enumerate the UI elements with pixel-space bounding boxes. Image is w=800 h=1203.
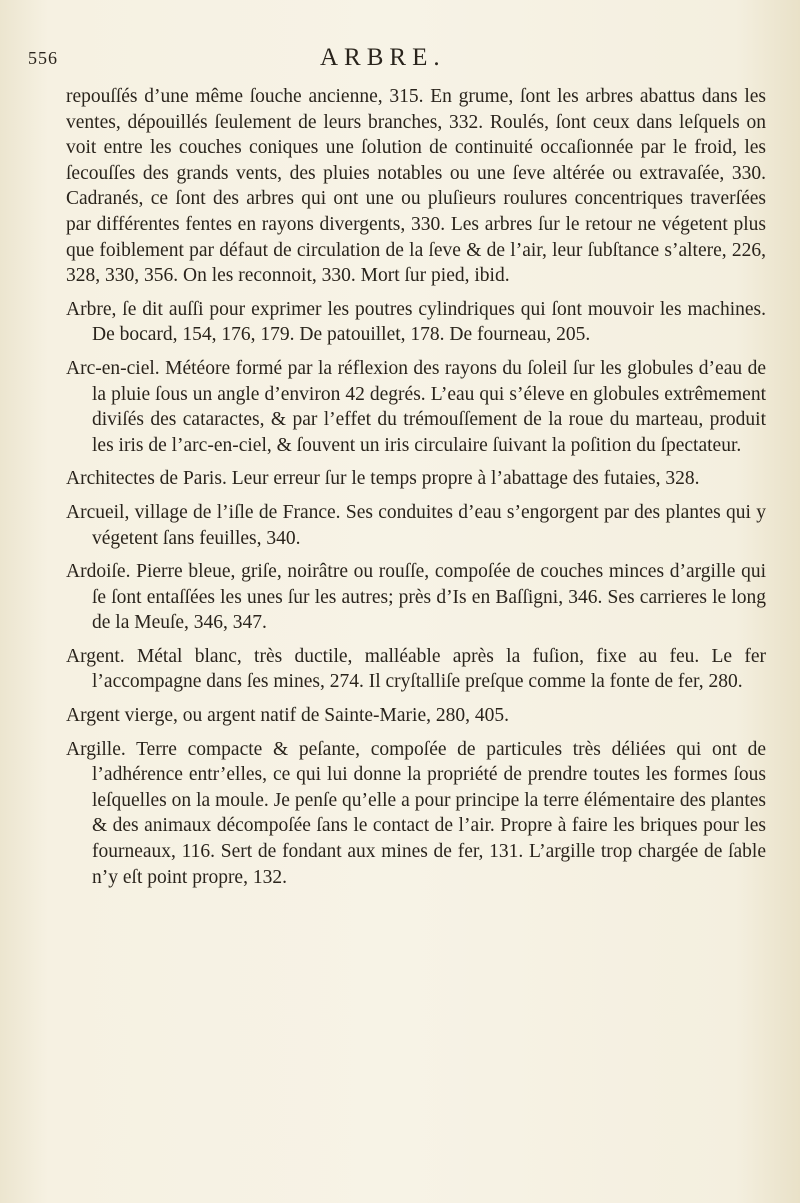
index-entry-argille: Argille. Terre compacte & peſante, compoſée de particules très déliées qui ont de l’adhérence entr’elles, ce qui lui donne la propriété de prendre toutes les formes ſous leſquelles on la moule. Je penſe qu’elle a pour principe la terre élémentaire des plantes & des animaux décompoſée ſans le contact de l’air. Propre à faire les briques pour les fourneaux, 116. Sert de fondant aux mines de fer, 131. L’argille trop chargée de ſable n’y eſt point propre, 132. [66, 738, 766, 888]
page-number: 556 [28, 48, 58, 68]
index-entry-arc-en-ciel: Arc-en-ciel. Météore formé par la réflexion des rayons du ſoleil ſur les globules d’eau de la pluie ſous un angle d’environ 42 degrés. L’eau qui s’éleve en globules extrêmement diviſés des cataractes, & par l’effet du trémouſſement de la roue du marteau, produit les iris de l’arc-en-ciel, & ſouvent un iris circulaire ſuivant la poſition du ſpectateur. [66, 357, 766, 456]
index-entry-architectes: Architectes de Paris. Leur erreur ſur le temps propre à l’abattage des futaies, 328. [66, 468, 700, 490]
index-entry-argent-vierge: Argent vierge, ou argent natif de Sainte-Marie, 280, 405. [66, 705, 509, 727]
index-entry-arcueil: Arcueil, village de l’iſle de France. Ses conduites d’eau s’engorgent par des plantes qui y végetent ſans feuilles, 340. [66, 501, 766, 549]
index-entry-argent: Argent. Métal blanc, très ductile, malléable après la fuſion, fixe au feu. Le fer l’accompagne dans ſes mines, 274. Il cryſtalliſe preſque comme la fonte de fer, 280. [66, 645, 766, 693]
index-entry-continuation: repouſſés d’une même ſouche ancienne, 315. En grume, ſont les arbres abattus dans les ventes, dépouillés ſeulement de leurs branches, 332. Roulés, ſont ceux dans leſquels on voit entre les couches coniques une ſolution de continuité occaſionnée par le froid, les ſecouſſes des grands vents, des pluies notables ou une ſeve altérée ou extravaſée, 330. Cadranés, ce ſont des arbres qui ont une ou pluſieurs roulures concentriques traverſées par différentes fentes en rayons divergents, 330. Les arbres ſur le retour ne végetent plus que foiblement par défaut de circulation de la ſeve & de l’air, leur ſubſtance s’altere, 226, 328, 330, 356. On les reconnoit, 330. Mort ſur pied, ibid. [66, 86, 766, 287]
index-entry-ardoise: Ardoiſe. Pierre bleue, griſe, noirâtre ou rouſſe, compoſée de couches minces d’argille qui ſe ſont entaſſées les unes ſur les autres; près d’Is en Baſſigni, 346. Ses carrieres le long de la Meuſe, 346, 347. [66, 561, 766, 634]
index-entry-arbre: Arbre, ſe dit auſſi pour exprimer les poutres cylindriques qui ſont mouvoir les machines. De bocard, 154, 176, 179. De patouillet, 178. De fourneau, 205. [66, 298, 766, 346]
page-header [28, 44, 758, 76]
index-body [66, 84, 766, 898]
running-title: ARBRE. [320, 44, 446, 71]
